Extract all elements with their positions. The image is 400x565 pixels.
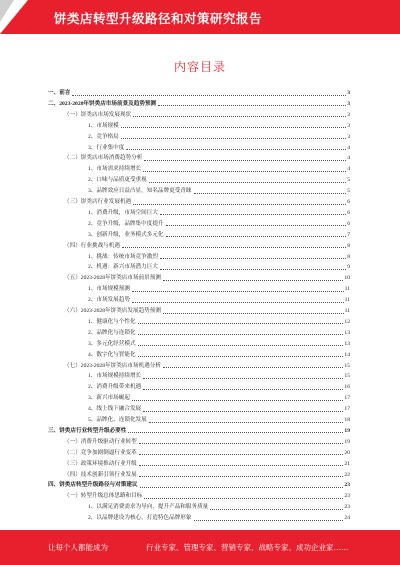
header-corner-accent xyxy=(0,0,14,22)
toc-page-number: 19 xyxy=(344,427,350,434)
toc-entry-level-3[interactable] xyxy=(88,339,350,348)
toc-dot-leader xyxy=(143,389,343,390)
toc-dot-leader xyxy=(121,138,346,139)
toc-page-number: 6 xyxy=(347,209,350,216)
toc-entry-text: 1、以满足消费需求为导向，提升产品和服务质量 xyxy=(88,504,209,511)
toc-page-number: 20 xyxy=(344,449,350,456)
toc-entry-text: 1、市场需求持续增长 xyxy=(88,166,142,173)
toc-dot-leader xyxy=(138,334,344,335)
toc-entry-level-3[interactable] xyxy=(88,230,350,239)
toc-page-number: 17 xyxy=(344,406,350,413)
toc-page-number: 13 xyxy=(344,340,350,347)
report-title: 饼类店转型升级路径和对策研究报告 xyxy=(54,11,263,26)
toc-entry-level-3[interactable] xyxy=(88,371,350,380)
toc-entry-level-3[interactable] xyxy=(88,502,350,511)
toc-entry-text: （三）饼类店行业发展机遇 xyxy=(64,199,132,205)
toc-dot-leader xyxy=(139,476,344,477)
toc-entry-text: 四、饼类店转型升级路径与对策建议 xyxy=(48,482,138,489)
toc-page-number: 17 xyxy=(344,395,350,402)
toc-page-number: 3 xyxy=(347,90,350,96)
toc-entry-level-3[interactable] xyxy=(88,219,350,228)
toc-entry-text: 3、多元化经营模式 xyxy=(88,340,136,347)
toc-page-number: 4 xyxy=(347,144,350,151)
toc-entry-level-3[interactable] xyxy=(88,121,350,130)
toc-entry-text: （四）技术创新引领行业发展 xyxy=(64,471,137,478)
toc-dot-leader xyxy=(133,116,346,117)
toc-page-number: 3 xyxy=(347,122,350,129)
toc-page-number: 6 xyxy=(347,199,350,205)
toc-dot-leader xyxy=(163,280,343,281)
toc-entry-level-3[interactable] xyxy=(88,350,350,359)
toc-entry-text: 2、以品牌建设为核心，打造特色品牌形象 xyxy=(88,515,192,522)
toc-page-number: 4 xyxy=(347,155,350,162)
toc-entry-level-3[interactable] xyxy=(88,415,350,424)
toc-entry-level-3[interactable] xyxy=(88,284,350,293)
toc-page-number: 9 xyxy=(347,264,350,271)
toc-page-number: 23 xyxy=(344,504,350,511)
toc-entry-text: 1、健康化与个性化 xyxy=(88,318,136,325)
toc-entry-level-2[interactable] xyxy=(64,110,350,119)
toc-dot-leader xyxy=(160,258,346,259)
toc-dot-leader xyxy=(194,193,347,194)
toc-dot-leader xyxy=(166,236,347,237)
toc-heading: 内容目录 xyxy=(173,60,226,74)
toc-dot-leader xyxy=(126,149,346,150)
toc-entry-text: 3、行业集中度 xyxy=(88,144,125,151)
toc-entry-level-2[interactable] xyxy=(64,197,350,206)
toc-page-number: 6 xyxy=(347,220,350,227)
toc-entry-level-3[interactable] xyxy=(88,132,350,141)
toc-entry-text: 2、竞争升级，品牌集中度提升 xyxy=(88,220,164,227)
toc-entry-text: 1、市场规模预测 xyxy=(88,286,130,293)
toc-entry-level-2[interactable] xyxy=(64,273,350,282)
toc-page-number: 12 xyxy=(344,318,350,325)
toc-page-number: 11 xyxy=(344,308,350,314)
toc-entry-text: （四）行业挑战与机遇 xyxy=(64,242,120,249)
toc-entry-text: 一、前言 xyxy=(48,90,71,96)
toc-entry-level-3[interactable] xyxy=(88,175,350,184)
toc-entry-level-3[interactable] xyxy=(88,404,350,413)
toc-page-number: 22 xyxy=(344,471,350,478)
toc-entry-text: 1、市场规模 xyxy=(88,122,119,129)
toc-entry-text: 1、市场规模持续增长 xyxy=(88,373,142,380)
toc-entry-level-3[interactable] xyxy=(88,328,350,337)
toc-dot-leader xyxy=(158,105,346,106)
toc-page-number: 8 xyxy=(347,242,350,249)
toc-dot-leader xyxy=(138,356,344,357)
toc-dot-leader xyxy=(194,520,344,521)
toc-dot-leader xyxy=(160,214,346,215)
toc-entry-level-2[interactable] xyxy=(64,470,350,479)
toc-entry-text: （七）2023-2028年饼类店市场机遇分析 xyxy=(64,362,161,369)
toc-dot-leader xyxy=(139,443,344,444)
toc-page-number: 7 xyxy=(347,231,350,238)
toc-entry-text: （一）饼类店市场发展现状 xyxy=(64,111,132,118)
toc-entry-text: 5、品牌化、连锁化发展 xyxy=(88,417,147,423)
toc-dot-leader xyxy=(143,411,343,412)
toc-entry-level-3[interactable] xyxy=(88,164,350,173)
toc-dot-leader xyxy=(132,400,343,401)
toc-entry-text: 4、数字化与智能化 xyxy=(88,351,136,358)
toc-entry-level-2[interactable] xyxy=(64,306,350,315)
toc-entry-level-3[interactable] xyxy=(88,186,350,195)
toc-dot-leader xyxy=(132,291,344,292)
toc-dot-leader xyxy=(132,302,344,303)
toc-dot-leader xyxy=(139,465,344,466)
toc-dot-leader xyxy=(166,225,347,226)
toc-entry-text: （二）饼类店市场消费趋势分析 xyxy=(64,155,143,162)
toc-entry-text: 2、消费升级带来机遇 xyxy=(88,384,142,391)
footer-banner xyxy=(0,530,400,565)
toc-entry-level-2[interactable] xyxy=(64,491,350,500)
toc-page-number: 15 xyxy=(344,373,350,380)
toc-page-number: 11 xyxy=(344,297,350,304)
toc-dot-leader xyxy=(144,498,343,499)
toc-entry-level-1[interactable] xyxy=(48,88,350,97)
toc-entry-level-2[interactable] xyxy=(64,241,350,250)
toc-entry-level-3[interactable] xyxy=(88,208,350,217)
footer-tagline: 行业专家、管理专家、营销专家、战略专家、成功企业家…… xyxy=(146,543,349,552)
toc-entry-text: （三）政策环境推动行业升级 xyxy=(64,460,137,467)
toc-entry-text: 2、品牌化与连锁化 xyxy=(88,329,136,336)
toc-entry-level-3[interactable] xyxy=(88,513,350,522)
toc-dot-leader xyxy=(72,95,346,96)
toc-entry-text: 4、线上线下融合发展 xyxy=(88,406,142,413)
toc-entry-level-1[interactable] xyxy=(48,426,350,435)
toc-entry-text: （一）转型升级总体思路和目标 xyxy=(64,493,143,500)
toc-entry-text: 1、消费升级，市场空间巨大 xyxy=(88,209,158,216)
toc-page-number: 21 xyxy=(344,460,350,467)
toc-page-number: 3 xyxy=(347,111,350,118)
toc-entry-level-2[interactable] xyxy=(64,448,350,457)
toc-page-number: 23 xyxy=(344,493,350,500)
toc-page-number: 14 xyxy=(344,351,350,358)
toc-dot-leader xyxy=(163,313,344,314)
toc-page-number: 16 xyxy=(344,384,350,391)
toc-page-number: 15 xyxy=(344,362,350,369)
toc-page-number: 4 xyxy=(347,166,350,173)
toc-entry-text: 2、市场发展趋势 xyxy=(88,297,130,304)
toc-entry-level-2[interactable] xyxy=(64,437,350,446)
toc-entry-level-3[interactable] xyxy=(88,143,350,152)
toc-page-number: 8 xyxy=(347,253,350,260)
toc-dot-leader xyxy=(133,204,346,205)
toc-page-number: 11 xyxy=(344,286,350,293)
toc-entry-level-3[interactable] xyxy=(88,262,350,271)
toc-entry-level-2[interactable] xyxy=(64,361,350,370)
toc-entry-level-1[interactable] xyxy=(48,480,350,489)
toc-dot-leader xyxy=(149,182,346,183)
toc-dot-leader xyxy=(143,378,343,379)
toc-dot-leader xyxy=(138,345,344,346)
toc-page-number: 3 xyxy=(347,133,350,140)
toc-dot-leader xyxy=(163,367,343,368)
toc-entry-text: （二）竞争加剧倒逼行业变革 xyxy=(64,449,137,456)
toc-page-number: 23 xyxy=(344,482,350,489)
toc-entry-text: 1、挑战：传统市场竞争激烈 xyxy=(88,253,158,260)
toc-entry-level-3[interactable] xyxy=(88,382,350,391)
toc-entry-text: 3、新兴市场崛起 xyxy=(88,395,130,402)
toc-entry-level-2[interactable] xyxy=(64,153,350,162)
toc-entry-text: 二、2023-2028年饼类店市场前景及趋势预测 xyxy=(48,100,157,107)
toc-entry-level-3[interactable] xyxy=(88,252,350,261)
footer-slogan: 让每个人都能成为 xyxy=(48,543,108,552)
toc-entry-level-3[interactable] xyxy=(88,295,350,304)
toc-entry-text: （一）消费升级驱动行业转型 xyxy=(64,438,137,445)
toc-dot-leader xyxy=(210,509,343,510)
toc-page-number: 10 xyxy=(344,275,350,282)
toc-dot-leader xyxy=(122,247,346,248)
toc-page-number: 3 xyxy=(347,100,350,107)
toc-page-number: 24 xyxy=(344,515,350,522)
toc-entry-text: 2、竞争格局 xyxy=(88,133,119,140)
toc-page-number: 5 xyxy=(347,177,350,184)
toc-entry-text: 3、品牌效应日益凸显，知名品牌更受青睐 xyxy=(88,188,192,195)
toc-dot-leader xyxy=(121,127,346,128)
toc-dot-leader xyxy=(149,422,344,423)
toc-page-number: 18 xyxy=(344,417,350,423)
toc-entry-text: 3、创新升级，业务模式多元化 xyxy=(88,231,164,238)
toc-entry-text: 三、饼类店行业转型升级必要性 xyxy=(48,427,127,434)
toc-dot-leader xyxy=(160,269,346,270)
toc-entry-level-3[interactable] xyxy=(88,393,350,402)
toc-page-number: 5 xyxy=(347,188,350,195)
toc-dot-leader xyxy=(128,432,343,433)
toc-entry-level-2[interactable] xyxy=(64,459,350,468)
toc-page-number: 13 xyxy=(344,329,350,336)
toc-entry-level-1[interactable] xyxy=(48,99,350,108)
toc-dot-leader xyxy=(138,323,344,324)
toc-dot-leader xyxy=(140,487,344,488)
toc-entry-text: 2、机遇：新兴市场潜力巨大 xyxy=(88,264,158,271)
toc-entry-level-3[interactable] xyxy=(88,317,350,326)
toc-dot-leader xyxy=(139,454,344,455)
toc-page-number: 19 xyxy=(344,438,350,445)
toc-dot-leader xyxy=(143,171,346,172)
toc-entry-text: （五）2023-2028年饼类店市场前景预测 xyxy=(64,275,161,282)
header-banner xyxy=(0,0,400,34)
toc-dot-leader xyxy=(144,160,346,161)
toc-entry-text: （六）2023-2028年饼类店发展趋势预测 xyxy=(64,308,161,314)
toc-entry-text: 2、口味与品质更受重视 xyxy=(88,177,147,184)
